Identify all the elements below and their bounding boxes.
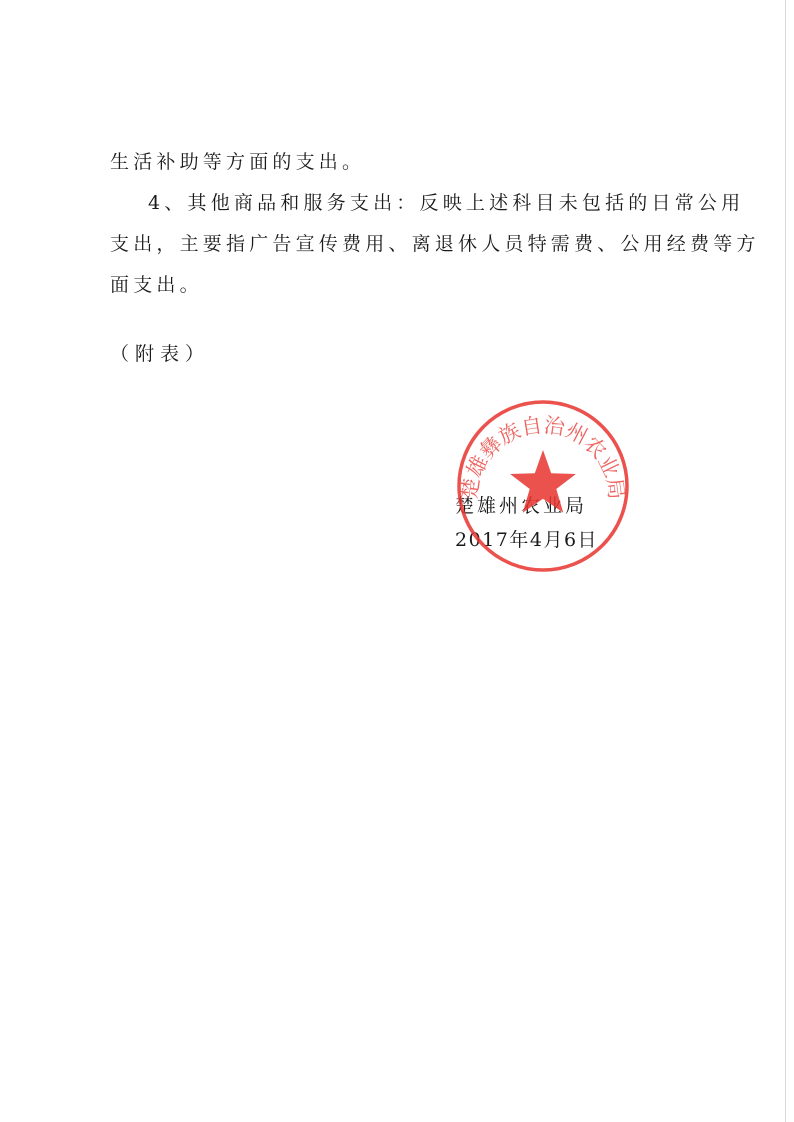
paragraph-line-4: 面支出。 (110, 274, 203, 296)
seal-text-path: 楚雄彝族自治州农业局 (457, 412, 629, 501)
official-seal-stamp (455, 398, 631, 574)
signature-date: 2017年4月6日 (455, 529, 599, 551)
attachment-note: （附表） (110, 343, 211, 365)
paragraph-line-1: 生活补助等方面的支出。 (110, 151, 366, 173)
seal-star-icon (510, 450, 576, 513)
scan-edge-line (785, 0, 786, 1122)
paragraph-line-3: 支出，主要指广告宣传费用、离退休人员特需费、公用经费等方 (110, 233, 760, 255)
signature-organization: 楚雄州农业局 (455, 495, 588, 517)
paragraph-line-2: 4、其他商品和服务支出：反映上述科目未包括的日常公用 (148, 192, 745, 214)
